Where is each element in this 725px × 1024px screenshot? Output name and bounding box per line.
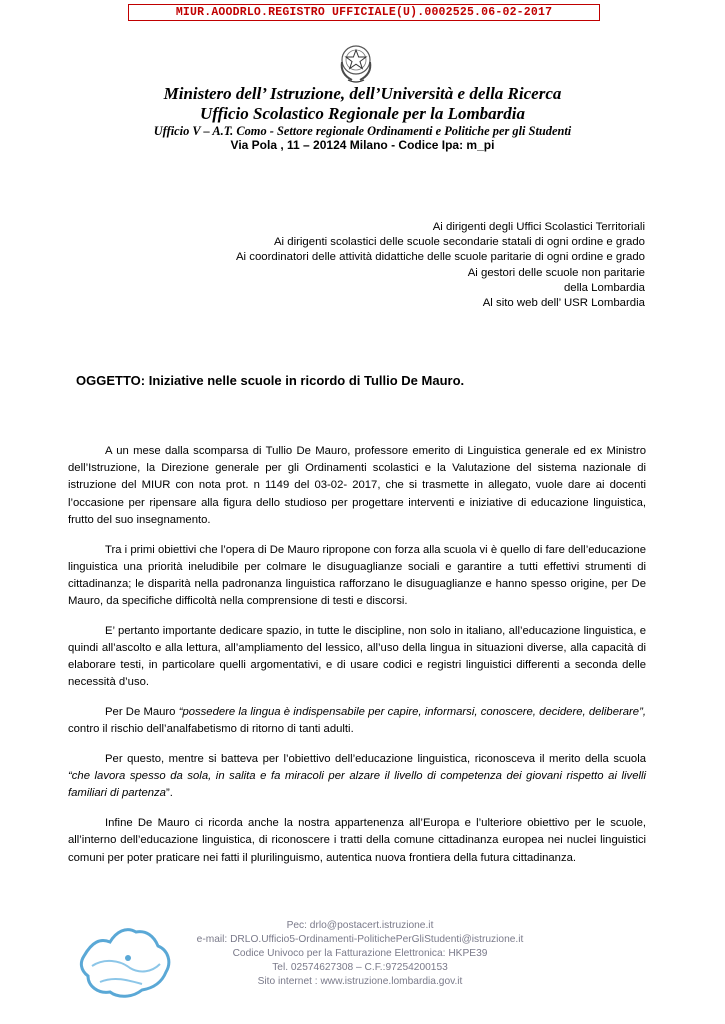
quotation: “che lavora spesso da sola, in salita e fa miracoli per alzare il livello di competenza dei giovani rispetto ai livelli familiari di partenza — [68, 770, 646, 800]
recipient-line: Ai dirigenti degli Uffici Scolastici Territoriali — [432, 221, 645, 233]
paragraph-text: Per De Mauro — [105, 706, 179, 719]
paragraph-text: contro il rischio dell’analfabetismo di ritorno di tanti adulti. — [68, 723, 354, 736]
regional-office-title: Ufficio Scolastico Regionale per la Lombardia — [199, 104, 526, 123]
recipient-line: della Lombardia — [563, 281, 645, 294]
footer-website: Sito internet : www.istruzione.lombardia.gov.it — [257, 976, 463, 987]
letter-body — [68, 443, 646, 879]
footer-email: e-mail: DRLO.Ufficio5-Ordinamenti-PolitichePerGliStudenti@istruzione.it — [196, 934, 524, 945]
paragraph-text: Per questo, mentre si batteva per l’obiettivo dell’educazione linguistica, riconosceva il merito della scuola — [105, 753, 646, 766]
body-paragraph — [68, 704, 646, 738]
department-title: Ufficio V – A.T. Como - Settore regionale Ordinamenti e Politiche per gli Studenti — [153, 124, 572, 138]
recipient-line: Ai gestori delle scuole non paritarie — [467, 266, 645, 279]
recipients-block — [236, 220, 645, 311]
body-paragraph: A un mese dalla scomparsa di Tullio De Mauro, professore emerito di Linguistica generale ed ex Ministro dell’Istruzione, la Direzione generale per gli Ordinamenti scolastici e la Valutazione del sistema nazionale di istruzione del MIUR con nota prot. n 1149 del 03-02- 2017, che si trasmette in allegato, vuole dare ai docenti l’occasione per ripensare alla figura dello studioso per progettare interventi e iniziative di educazione linguistica, frutto del suo insegnamento. — [68, 445, 646, 526]
office-address: Via Pola , 11 – 20124 Milano - Codice Ipa: m_pi — [230, 138, 495, 152]
body-paragraph: Tra i primi obiettivi che l’opera di De Mauro ripropone con forza alla scuola vi è quello di fare dell’educazione linguistica una priorità ineludibile per colmare le disuguaglianze sociali e garantire a tutti effettivi strumenti di cittadinanza; le disparità nella padronanza linguistica rafforzano le disuguaglianze e hanno spesso origine, per De Mauro, da specifiche difficoltà nella comprensione di testi e discorsi. — [68, 543, 646, 608]
ministry-title: Ministero dell’ Istruzione, dell’Università e della Ricerca — [163, 84, 562, 103]
body-paragraph: Infine De Mauro ci ricorda anche la nostra appartenenza all’Europa e l’ulteriore obiettivo per le scuole, all’interno dell’educazione linguistica, di riconoscere i tratti della comune cittadinanza europea nei nuclei linguistici comuni per poter praticare nei fatti il plurilinguismo, autentica nuova frontiera della futura cittadinanza. — [68, 817, 646, 864]
subject-line: OGGETTO: Iniziative nelle scuole in ricordo di Tullio De Mauro. — [76, 373, 465, 388]
recipient-line: Al sito web dell’ USR Lombardia — [482, 297, 645, 310]
footer-billing-code: Codice Univoco per la Fatturazione Elettronica: HKPE39 — [232, 948, 488, 959]
footer-phone: Tel. 02574627308 – C.F.:97254200153 — [272, 962, 448, 973]
italian-republic-emblem-icon — [336, 40, 376, 84]
recipient-line: Ai dirigenti scolastici delle scuole secondarie statali di ogni ordine e grado — [273, 236, 645, 249]
protocol-stamp: MIUR.AOODRLO.REGISTRO UFFICIALE(U).0002525.06-02-2017 — [128, 4, 600, 21]
body-paragraph — [68, 751, 646, 803]
body-paragraph: E’ pertanto importante dedicare spazio, in tutte le discipline, non solo in italiano, all’educazione linguistica, e quindi all’ascolto e alla lettura, all’ampliamento del lessico, all’uso della lingua in situazioni diverse, alla capacità di elaborare testi, in particolare quelli argomentativi, e di usare codici e registri linguistici differenti a seconda delle necessità d’uso. — [68, 624, 646, 689]
footer-pec: Pec: drlo@postacert.istruzione.it — [286, 920, 434, 931]
footer-contacts — [120, 919, 600, 989]
quotation: “possedere la lingua è indispensabile per capire, informarsi, conoscere, decidere, deliberare”, — [178, 706, 646, 719]
paragraph-text: ”. — [165, 787, 173, 800]
recipient-line: Ai coordinatori delle attività didattiche delle scuole paritarie di ogni ordine e grado — [235, 251, 645, 264]
